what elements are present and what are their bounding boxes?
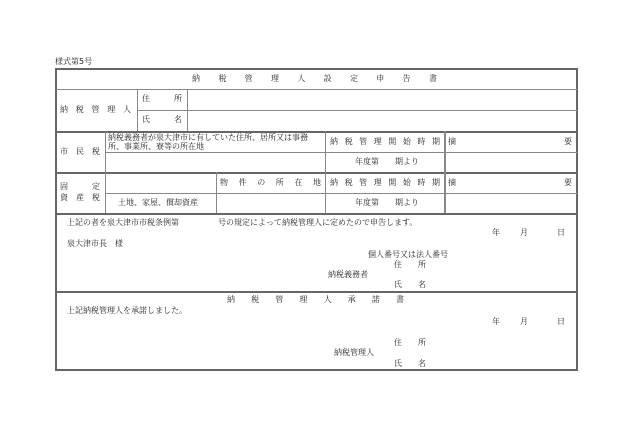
form-title: 納 税 管 理 人 設 定 申 告 書 bbox=[192, 74, 437, 83]
property-start-header: 納 税 管 理 開 始 時 期 bbox=[330, 178, 440, 187]
city-tax-location-field[interactable] bbox=[106, 153, 324, 171]
taxpayer-address-label: 住 所 bbox=[394, 260, 426, 269]
divider bbox=[55, 172, 578, 174]
manager-name-label: 氏 名 bbox=[142, 115, 182, 124]
divider bbox=[55, 291, 578, 293]
divider bbox=[444, 131, 446, 213]
property-location-header: 物 件 の 所 在 地 bbox=[220, 178, 321, 187]
city-tax-location-header: 納税義務者が泉大津市に有していた住所、居所又は事務所、事業所、寮等の所在地 bbox=[108, 133, 308, 151]
property-tax-label-1: 固 定 bbox=[60, 182, 100, 191]
property-type: 土地、家屋、償却資産 bbox=[118, 198, 198, 207]
acceptance-text: 上記納税管理人を承諾しました。 bbox=[67, 306, 187, 315]
city-tax-remarks-header: 摘 要 bbox=[448, 137, 572, 146]
manager-label: 納 税 管 理 人 bbox=[60, 105, 131, 114]
form-number: 様式第5号 bbox=[55, 57, 93, 66]
id-number-label: 個人番号又は法人番号 bbox=[368, 250, 448, 259]
property-location-field[interactable] bbox=[217, 194, 324, 212]
acceptance-name-label: 氏 名 bbox=[394, 359, 426, 368]
manager-name-field[interactable] bbox=[188, 111, 577, 131]
manager-address-field[interactable] bbox=[188, 90, 577, 110]
city-tax-remarks-field[interactable] bbox=[446, 153, 577, 171]
taxpayer-name-label: 氏 名 bbox=[394, 280, 426, 289]
acceptance-title: 納 税 管 理 人 承 諾 書 bbox=[227, 295, 404, 304]
declaration-text-2: 号の規定によって納税管理人に定めたので申告します。 bbox=[218, 218, 418, 227]
acceptance-day: 日 bbox=[557, 317, 565, 326]
declaration-text-1: 上記の者を泉大津市市税条例第 bbox=[67, 218, 179, 227]
acceptance-address-label: 住 所 bbox=[394, 338, 426, 347]
city-tax-label: 市 民 税 bbox=[60, 147, 100, 156]
property-tax-label-2: 資 産 税 bbox=[60, 193, 100, 202]
property-remarks-header: 摘 要 bbox=[448, 178, 572, 187]
acceptance-month: 月 bbox=[520, 317, 528, 326]
divider bbox=[137, 89, 138, 131]
city-tax-start-value: 年度第 期より bbox=[355, 157, 419, 166]
property-start-value: 年度第 期より bbox=[355, 198, 419, 207]
city-tax-start-header: 納 税 管 理 開 始 時 期 bbox=[330, 137, 440, 146]
divider bbox=[105, 131, 106, 213]
divider bbox=[325, 131, 326, 213]
manager-address-label: 住 所 bbox=[142, 94, 182, 103]
divider bbox=[55, 213, 578, 215]
acceptance-manager-label: 納税管理人 bbox=[334, 348, 374, 357]
declaration-month: 月 bbox=[520, 228, 528, 237]
declaration-day: 日 bbox=[557, 228, 565, 237]
declaration-year: 年 bbox=[492, 228, 500, 237]
taxpayer-label: 納税義務者 bbox=[328, 270, 368, 279]
addressee: 泉大津市長 様 bbox=[67, 239, 123, 248]
divider bbox=[105, 193, 578, 194]
acceptance-year: 年 bbox=[492, 317, 500, 326]
